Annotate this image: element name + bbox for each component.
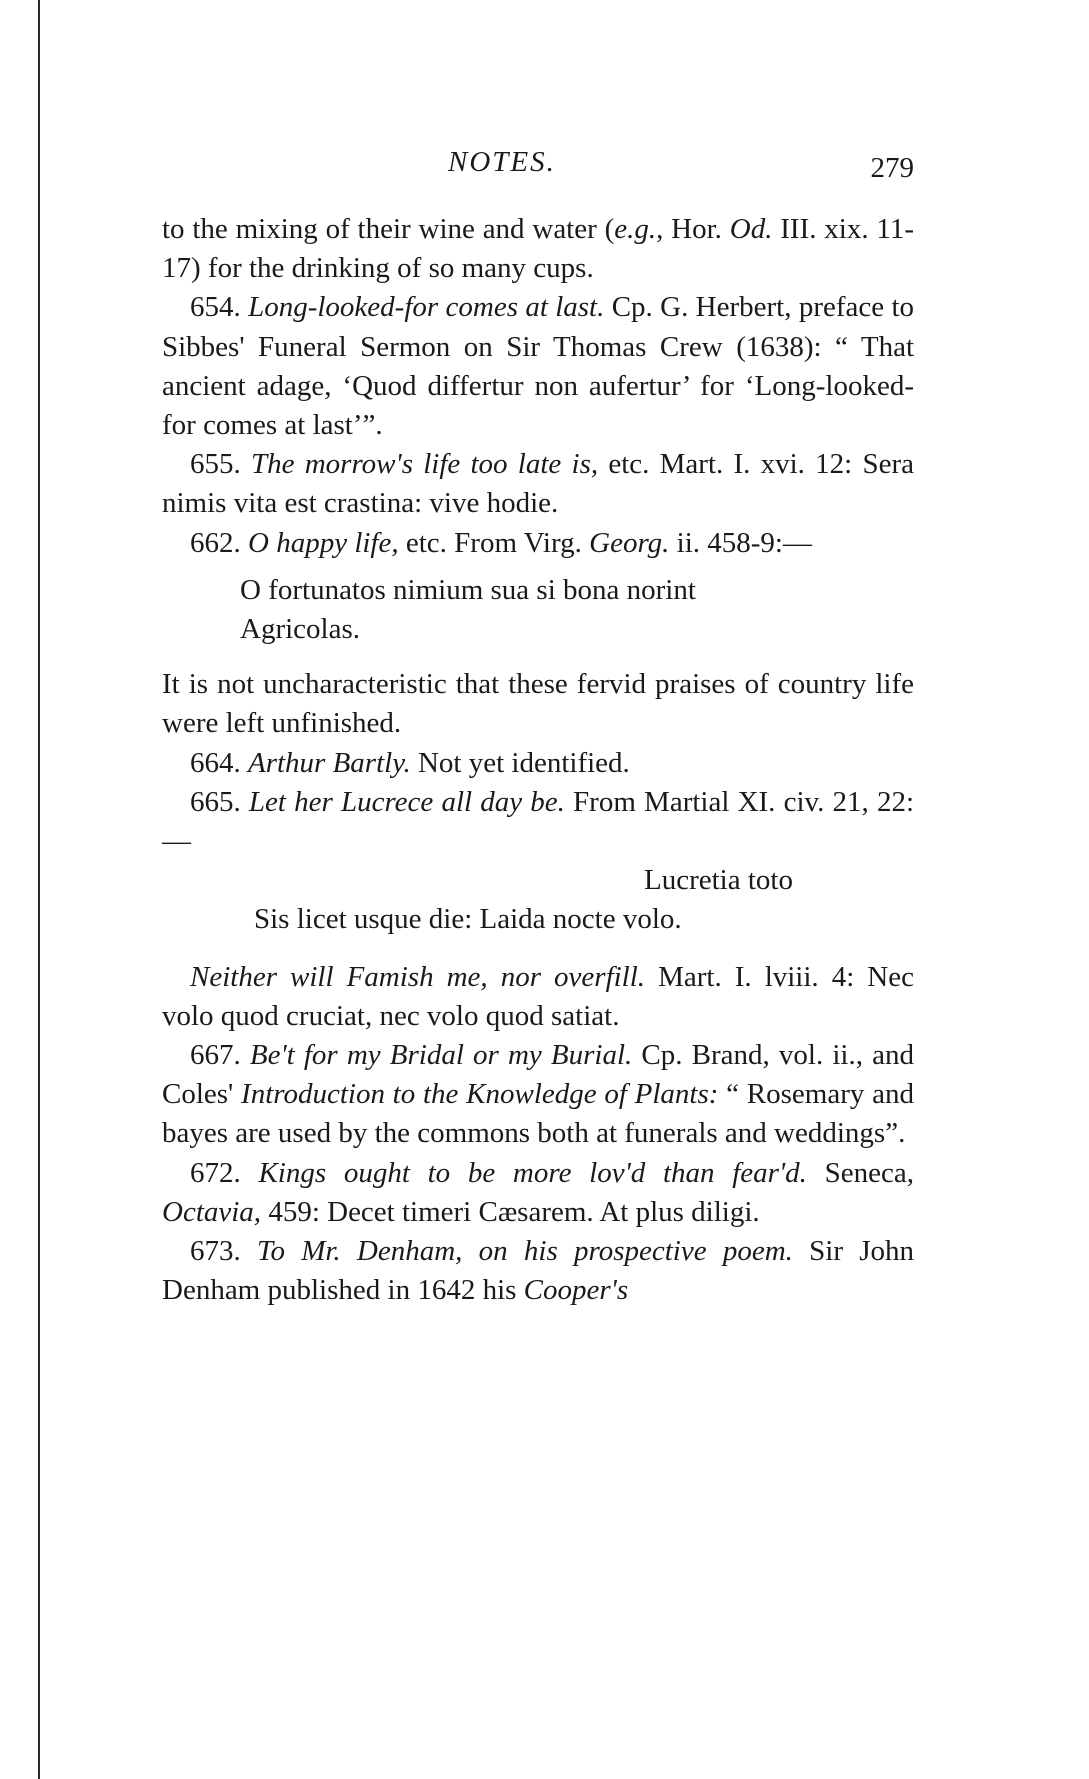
note-text: “ Rosemary and bayes are used by the commons both at funerals and weddings”. <box>162 1078 914 1150</box>
running-title: NOTES. <box>448 146 556 178</box>
italic-run: Octavia, <box>162 1195 262 1228</box>
note-text: 459: Decet timeri Cæsarem. At plus diligi. <box>261 1195 760 1228</box>
note-lemma: The morrow's life too late is, <box>250 448 599 481</box>
italic-run: Georg. <box>589 526 670 559</box>
verse-line: Sis licet usque die: Laida nocte volo. <box>254 903 682 936</box>
note-lemma: To Mr. Denham, on his prospective poem. <box>257 1235 793 1268</box>
note-text: etc. From Virg. <box>398 526 590 559</box>
verse-line: Agricolas. <box>240 613 360 646</box>
note-number: 673. <box>190 1235 257 1268</box>
note-number: 664. <box>190 746 248 779</box>
note-673 <box>162 1232 914 1310</box>
page-number: 279 <box>870 152 914 184</box>
note-665 <box>162 783 914 861</box>
page-body <box>162 210 914 1310</box>
note-number: 655. <box>190 448 251 481</box>
note-text: Mart. I. lviii. 4: Nec volo quod cruciat, nec volo quod satiat. <box>162 960 914 1032</box>
verse-quote-martial <box>162 861 914 939</box>
note-text: Cp. G. Herbert, preface to Sibbes' Funeral Sermon on Sir Thomas Crew (1638): “ That ancient adage, ‘Quod differtur non aufertur’ for ‘Long-looked-for comes at last’”. <box>162 291 915 442</box>
note-lemma: Neither will Famish me, nor overfill. <box>190 960 646 993</box>
note-number: 654. <box>190 291 249 324</box>
note-672 <box>162 1154 914 1232</box>
note-lemma: O happy life, <box>248 526 399 559</box>
note-667 <box>162 1036 914 1154</box>
italic-run: Introduction to the Knowledge of Plants: <box>241 1078 719 1111</box>
text-run: III. xix. 11-17) for the drinking of so many cups. <box>162 213 914 285</box>
continued-paragraph <box>162 210 914 288</box>
note-662 <box>162 524 914 563</box>
verse-line: O fortunatos nimium sua si bona norint <box>240 573 696 606</box>
note-lemma: Arthur Bartly. <box>248 746 411 779</box>
note-lemma: Let her Lucrece all day be. <box>248 785 565 818</box>
note-text: Cp. Brand, vol. ii., and Coles' <box>162 1039 914 1111</box>
note-654 <box>162 288 914 445</box>
italic-run: e.g. <box>614 213 657 245</box>
note-lemma: Be't for my Bridal or my Burial. <box>249 1039 633 1072</box>
note-662-continuation: It is not uncharacteristic that these fervid praises of country life were left unfinished. <box>162 668 914 740</box>
note-lemma: Long-looked-for comes at last. <box>248 291 605 324</box>
italic-run: Od. <box>729 213 773 245</box>
verse-line: Lucretia toto <box>644 864 793 897</box>
note-lemma: Kings ought to be more lov'd than fear'd. <box>258 1156 807 1189</box>
note-number: 667. <box>190 1039 250 1072</box>
note-text: Not yet identified. <box>410 746 630 779</box>
note-number: 672. <box>190 1156 259 1189</box>
verse-quote-virgil <box>162 571 914 649</box>
note-number: 662. <box>190 526 248 559</box>
note-text: etc. Mart. I. xvi. 12: Sera nimis vita est crastina: vive hodie. <box>162 448 914 520</box>
note-655 <box>162 445 914 523</box>
note-664 <box>162 744 914 783</box>
page-header <box>162 138 914 188</box>
page-binding-edge <box>38 0 40 1779</box>
note-text: ii. 458-9:— <box>669 526 812 559</box>
note-text: Sir John Denham published in 1642 his <box>162 1235 914 1307</box>
note-text: From Martial XI. civ. 21, 22:— <box>162 785 915 858</box>
text-run: to the mixing of their wine and water ( <box>162 213 615 245</box>
note-text: Seneca, <box>806 1156 914 1189</box>
text-run: , Hor. <box>656 213 730 245</box>
italic-run: Cooper's <box>523 1274 629 1307</box>
note-number: 665. <box>190 785 249 818</box>
note-neither <box>162 958 914 1036</box>
